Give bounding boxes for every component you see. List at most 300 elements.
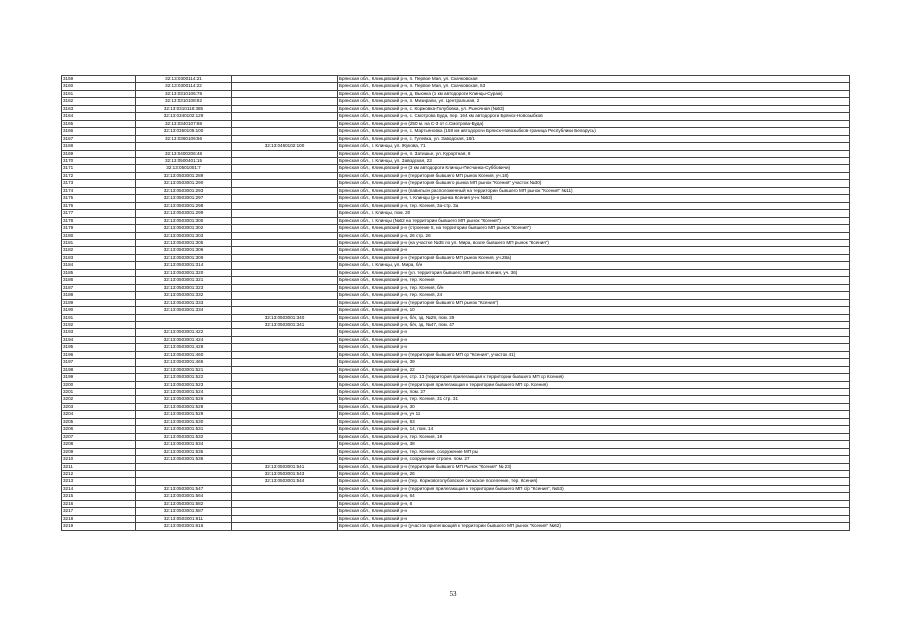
row-number-cell: 3178 xyxy=(62,217,136,224)
table-row xyxy=(62,515,850,522)
table-row xyxy=(62,76,850,83)
building-cadastral-number-cell xyxy=(232,292,338,299)
address-cell: Брянская обл., Клинцовский р-н, 39 xyxy=(338,359,850,366)
building-cadastral-number-cell xyxy=(232,396,338,403)
table-row xyxy=(62,426,850,433)
building-cadastral-number-cell xyxy=(232,403,338,410)
table-row xyxy=(62,277,850,284)
row-number-cell: 3200 xyxy=(62,381,136,388)
address-cell: Брянская обл., Клинцовский р-н, п. Первое Мая, ул. Скачковская xyxy=(338,76,850,83)
row-number-cell: 3168 xyxy=(62,143,136,150)
table-row xyxy=(62,374,850,381)
address-cell: Брянская обл., Клинцовский р-н, тер. Ксения, 24 xyxy=(338,292,850,299)
table-row xyxy=(62,113,850,120)
address-cell: Брянская обл., г. Клинцы, ул. Жукова, 71 xyxy=(338,143,850,150)
row-number-cell: 3179 xyxy=(62,225,136,232)
cadastral-number-cell: 32:13:0503001:521 xyxy=(136,366,232,373)
row-number-cell: 3214 xyxy=(62,485,136,492)
building-cadastral-number-cell xyxy=(232,83,338,90)
table-row xyxy=(62,463,850,470)
row-number-cell: 3215 xyxy=(62,493,136,500)
address-cell: Брянская обл., Клинцовский р-н xyxy=(338,508,850,515)
table-row xyxy=(62,344,850,351)
cadastral-number-cell xyxy=(136,471,232,478)
address-cell: Брянская обл., г. Клинцы, пом. 20 xyxy=(338,210,850,217)
building-cadastral-number-cell xyxy=(232,418,338,425)
table-row xyxy=(62,307,850,314)
cadastral-number-cell: 32:13:0360106:56 xyxy=(136,135,232,142)
address-cell: Брянская обл., Клинцовский р-н xyxy=(338,329,850,336)
cadastral-number-cell: 32:13:0400206:48 xyxy=(136,150,232,157)
cadastral-number-cell: 32:13:0503001:334 xyxy=(136,307,232,314)
address-cell: Брянская обл., Клинцовский р-н, тер. Ксения, 19 xyxy=(338,433,850,440)
cadastral-number-cell: 32:13:0503001:333 xyxy=(136,299,232,306)
building-cadastral-number-cell xyxy=(232,351,338,358)
row-number-cell: 3176 xyxy=(62,202,136,209)
building-cadastral-number-cell xyxy=(232,269,338,276)
address-cell: Брянская обл., Клинцовский р-н, тер. Ксения, сооружение МП ры xyxy=(338,448,850,455)
table-row xyxy=(62,478,850,485)
building-cadastral-number-cell xyxy=(232,485,338,492)
address-cell: Брянская обл., Клинцовский р-н, 10 xyxy=(338,307,850,314)
address-cell: Брянская обл., Клинцовский р-н (павильон расположенный на территории бывшего МП рынок "Ксения" №11) xyxy=(338,187,850,194)
cadastral-number-cell: 32:13:0503001:298 xyxy=(136,202,232,209)
cadastral-number-cell: 32:13:0503001:320 xyxy=(136,269,232,276)
table-row xyxy=(62,403,850,410)
row-number-cell: 3175 xyxy=(62,195,136,202)
cadastral-number-cell: 32:13:0350105:100 xyxy=(136,128,232,135)
building-cadastral-number-cell xyxy=(232,210,338,217)
table-row xyxy=(62,120,850,127)
building-cadastral-number-cell xyxy=(232,105,338,112)
table-row xyxy=(62,165,850,172)
cadastral-number-cell: 32:13:0503001:465 xyxy=(136,359,232,366)
cadastral-number-cell: 32:13:0503001:582 xyxy=(136,500,232,507)
row-number-cell: 3182 xyxy=(62,247,136,254)
table-row xyxy=(62,135,850,142)
cadastral-number-cell: 32:13:0503001:293 xyxy=(136,187,232,194)
address-cell: Брянская обл., Клинцовский р-н, тер. Ксения, 31 стр. 31 xyxy=(338,396,850,403)
row-number-cell: 3169 xyxy=(62,150,136,157)
cadastral-number-cell: 32:13:0503001:303 xyxy=(136,232,232,239)
table-row xyxy=(62,210,850,217)
row-number-cell: 3186 xyxy=(62,277,136,284)
row-number-cell: 3203 xyxy=(62,403,136,410)
building-cadastral-number-cell xyxy=(232,98,338,105)
address-cell: Брянская обл., Клинцовский р-н (строение 5, на территории бывшего МП рынок "Ксения") xyxy=(338,225,850,232)
row-number-cell: 3193 xyxy=(62,329,136,336)
row-number-cell: 3177 xyxy=(62,210,136,217)
cadastral-number-cell: 32:13:0503001:300 xyxy=(136,217,232,224)
row-number-cell: 3195 xyxy=(62,344,136,351)
table-row xyxy=(62,508,850,515)
building-cadastral-number-cell xyxy=(232,172,338,179)
cadastral-number-cell: 32:13:0501001:7 xyxy=(136,165,232,172)
table-row xyxy=(62,351,850,358)
building-cadastral-number-cell xyxy=(232,374,338,381)
cadastral-number-cell: 32:13:0503001:564 xyxy=(136,493,232,500)
building-cadastral-number-cell xyxy=(232,381,338,388)
table-row xyxy=(62,448,850,455)
address-cell: Брянская обл., Клинцовский р-н (ул. территория бывшего МП рынок Ксения, уч. 36) xyxy=(338,269,850,276)
building-cadastral-number-cell: 32:13:0503001:341 xyxy=(232,321,338,328)
building-cadastral-number-cell xyxy=(232,493,338,500)
table-row xyxy=(62,418,850,425)
cadastral-number-cell: 32:13:0503001:332 xyxy=(136,292,232,299)
cadastral-number-cell: 32:13:0503001:530 xyxy=(136,418,232,425)
building-cadastral-number-cell xyxy=(232,344,338,351)
row-number-cell: 3181 xyxy=(62,239,136,246)
table-row xyxy=(62,284,850,291)
row-number-cell: 3216 xyxy=(62,500,136,507)
page-number: 53 xyxy=(449,590,457,598)
table-row xyxy=(62,157,850,164)
cadastral-number-cell xyxy=(136,478,232,485)
building-cadastral-number-cell xyxy=(232,150,338,157)
row-number-cell: 3198 xyxy=(62,366,136,373)
address-cell: Брянская обл., Клинцовский р-н (территория бывшего МП рынок Ксения, уч.18) xyxy=(338,172,850,179)
table-row xyxy=(62,366,850,373)
address-cell: Брянская обл., Клинцовский р-н, 22 xyxy=(338,366,850,373)
building-cadastral-number-cell xyxy=(232,202,338,209)
cadastral-number-cell: 32:13:0340107:88 xyxy=(136,120,232,127)
row-number-cell: 3211 xyxy=(62,463,136,470)
cadastral-number-cell: 32:13:0503001:616 xyxy=(136,523,232,530)
table-row xyxy=(62,329,850,336)
address-cell: Брянская обл., Клинцовский р-н (территория бывшего рынка МП рынок "Ксения" участок №30) xyxy=(338,180,850,187)
cadastral-number-cell: 32:13:0503001:529 xyxy=(136,411,232,418)
table-row xyxy=(62,239,850,246)
address-cell: Брянская обл., г. Клинцы (№62 на территории бывшего МП рынок "Ксения") xyxy=(338,217,850,224)
address-cell: Брянская обл., Клинцовский р-н, 26 стр. 26 xyxy=(338,232,850,239)
table-row xyxy=(62,500,850,507)
table-row xyxy=(62,128,850,135)
address-cell: Брянская обл., Клинцовский р-н, б/н, зд. №47, пом. 47 xyxy=(338,321,850,328)
row-number-cell: 3213 xyxy=(62,478,136,485)
row-number-cell: 3196 xyxy=(62,351,136,358)
address-cell: Брянская обл., Клинцовский р-н (тер. Коржовоголубовское сельское поселение, тер. Ксения) xyxy=(338,478,850,485)
row-number-cell: 3197 xyxy=(62,359,136,366)
row-number-cell: 3212 xyxy=(62,471,136,478)
table-row xyxy=(62,180,850,187)
address-cell: Брянская обл., Клинцовский р-н, п. Первое Мая, ул. Скачковская, 53 xyxy=(338,83,850,90)
building-cadastral-number-cell xyxy=(232,366,338,373)
address-cell: Брянская обл., Клинцовский р-н, п. Мизирапи, ул. Центральная, 2 xyxy=(338,98,850,105)
building-cadastral-number-cell xyxy=(232,225,338,232)
building-cadastral-number-cell xyxy=(232,515,338,522)
row-number-cell: 3167 xyxy=(62,135,136,142)
row-number-cell: 3166 xyxy=(62,128,136,135)
table-row xyxy=(62,396,850,403)
cadastral-number-cell: 32:13:0503001:547 xyxy=(136,485,232,492)
table-row xyxy=(62,150,850,157)
table-row xyxy=(62,195,850,202)
row-number-cell: 3165 xyxy=(62,120,136,127)
cadastral-number-cell: 32:13:0503001:289 xyxy=(136,172,232,179)
address-cell: Брянская обл., г. Клинцы, ул. Мира, б/н xyxy=(338,262,850,269)
row-number-cell: 3184 xyxy=(62,262,136,269)
table-row xyxy=(62,321,850,328)
building-cadastral-number-cell xyxy=(232,277,338,284)
cadastral-number-cell: 32:13:0503001:321 xyxy=(136,277,232,284)
building-cadastral-number-cell: 32:13:0503001:543 xyxy=(232,471,338,478)
row-number-cell: 3191 xyxy=(62,314,136,321)
address-cell: Брянская обл., Клинцовский р-н (3 км автодороги Клинцы-Песчанка-Суббовичи) xyxy=(338,165,850,172)
table-row xyxy=(62,90,850,97)
row-number-cell: 3161 xyxy=(62,90,136,97)
table-row xyxy=(62,98,850,105)
address-cell: Брянская обл., Клинцовский р-н (территория прилегающая к территории бывшего МП ср. Ксения) xyxy=(338,381,850,388)
building-cadastral-number-cell xyxy=(232,128,338,135)
cadastral-number-cell: 32:13:0310108:82 xyxy=(136,98,232,105)
table-row xyxy=(62,471,850,478)
address-cell: Брянская обл., Клинцовский р-н, 63 xyxy=(338,418,850,425)
address-cell: Брянская обл., Клинцовский р-н xyxy=(338,247,850,254)
building-cadastral-number-cell xyxy=(232,113,338,120)
address-cell: Брянская обл., Клинцовский р-н (участок прилегающий к территории бывшего МП рынок "Ксения" №62) xyxy=(338,523,850,530)
cadastral-number-cell: 32:13:0503001:522 xyxy=(136,374,232,381)
cadastral-number-cell xyxy=(136,314,232,321)
building-cadastral-number-cell xyxy=(232,389,338,396)
building-cadastral-number-cell xyxy=(232,187,338,194)
cadastral-number-cell: 32:13:0503001:306 xyxy=(136,247,232,254)
row-number-cell: 3210 xyxy=(62,456,136,463)
table-row xyxy=(62,187,850,194)
table-row xyxy=(62,485,850,492)
building-cadastral-number-cell: 32:13:0503001:340 xyxy=(232,314,338,321)
address-cell: Брянская обл., Клинцовский р-н, сооружение строен. пом. 27 xyxy=(338,456,850,463)
row-number-cell: 3173 xyxy=(62,180,136,187)
row-number-cell: 3199 xyxy=(62,374,136,381)
row-number-cell: 3188 xyxy=(62,292,136,299)
cadastral-number-cell xyxy=(136,143,232,150)
building-cadastral-number-cell xyxy=(232,329,338,336)
building-cadastral-number-cell xyxy=(232,307,338,314)
row-number-cell: 3219 xyxy=(62,523,136,530)
address-cell: Брянская обл., Клинцовский р-н, 6 xyxy=(338,500,850,507)
cadastral-number-cell: 32:13:0503001:611 xyxy=(136,515,232,522)
row-number-cell: 3183 xyxy=(62,254,136,261)
row-number-cell: 3159 xyxy=(62,76,136,83)
building-cadastral-number-cell xyxy=(232,262,338,269)
address-cell: Брянская обл., Клинцовский р-н, д. Вьюнка (1 км автодороги Клинцы-Сураж) xyxy=(338,90,850,97)
building-cadastral-number-cell xyxy=(232,165,338,172)
cadastral-number-cell: 32:13:0503001:422 xyxy=(136,329,232,336)
address-cell: Брянская обл., Клинцовский р-н xyxy=(338,344,850,351)
address-cell: Брянская обл., Клинцовский р-н, тер. Ксения xyxy=(338,277,850,284)
address-cell: Брянская обл., Клинцовский р-н, с. Смотрова Буда, пер. 164 км автодороги Брянск-Новозыбков xyxy=(338,113,850,120)
table-row xyxy=(62,336,850,343)
cadastral-number-cell xyxy=(136,463,232,470)
building-cadastral-number-cell xyxy=(232,336,338,343)
table-row xyxy=(62,381,850,388)
building-cadastral-number-cell xyxy=(232,411,338,418)
address-cell: Брянская обл., Клинцовский р-н, уч 11 xyxy=(338,411,850,418)
table-row xyxy=(62,143,850,150)
building-cadastral-number-cell xyxy=(232,448,338,455)
cadastral-number-cell: 32:13:0503001:532 xyxy=(136,433,232,440)
address-cell: Брянская обл., Клинцовский р-н, с. Коржовка-Голубовка, ул. Рыночная (№53) xyxy=(338,105,850,112)
row-number-cell: 3218 xyxy=(62,515,136,522)
cadastral-number-cell: 32:13:0310106:78 xyxy=(136,90,232,97)
row-number-cell: 3164 xyxy=(62,113,136,120)
table-row xyxy=(62,299,850,306)
row-number-cell: 3163 xyxy=(62,105,136,112)
building-cadastral-number-cell xyxy=(232,180,338,187)
table-row xyxy=(62,172,850,179)
row-number-cell: 3206 xyxy=(62,426,136,433)
cadastral-number-cell: 32:13:0503001:460 xyxy=(136,351,232,358)
address-cell: Брянская обл., Клинцовский р-н (территория бывшего МП рынок Ксения, уч.28а) xyxy=(338,254,850,261)
address-cell: Брянская обл., Клинцовский р-н, пом. 27 xyxy=(338,389,850,396)
row-number-cell: 3174 xyxy=(62,187,136,194)
table-row xyxy=(62,292,850,299)
cadastral-number-cell: 32:13:0340102:129 xyxy=(136,113,232,120)
cadastral-number-cell: 32:13:0503001:323 xyxy=(136,284,232,291)
row-number-cell: 3202 xyxy=(62,396,136,403)
table-row xyxy=(62,247,850,254)
address-cell: Брянская обл., Клинцовский р-н (территория бывшего МП рынок "Ксения") xyxy=(338,299,850,306)
address-cell: Брянская обл., Клинцовский р-н (на участке №35 по ул. Мира, возле бывшего МП рынок "Ксения") xyxy=(338,239,850,246)
row-number-cell: 3171 xyxy=(62,165,136,172)
address-cell: Брянская обл., Клинцовский р-н, 26 xyxy=(338,471,850,478)
cadastral-number-cell: 32:13:0503001:309 xyxy=(136,254,232,261)
table-row xyxy=(62,269,850,276)
table-row xyxy=(62,359,850,366)
address-cell: Брянская обл., Клинцовский р-н (территория бывшего МП Рынок "Ксения" № 23) xyxy=(338,463,850,470)
address-cell: Брянская обл., Клинцовский р-н, б/н, зд. №29, пом. 29 xyxy=(338,314,850,321)
cadastral-number-cell: 32:13:0503001:314 xyxy=(136,262,232,269)
building-cadastral-number-cell xyxy=(232,232,338,239)
building-cadastral-number-cell xyxy=(232,120,338,127)
row-number-cell: 3170 xyxy=(62,157,136,164)
address-cell: Брянская обл., Клинцовский р-н (территория прилегающая к территории бывшего МП с/р "Ксения", №53) xyxy=(338,485,850,492)
building-cadastral-number-cell xyxy=(232,523,338,530)
address-cell: Брянская обл., Клинцовский р-н, с. Гулевка, ул. Заводская, 18/1 xyxy=(338,135,850,142)
cadastral-number-cell: 32:13:0310118:385 xyxy=(136,105,232,112)
row-number-cell: 3187 xyxy=(62,284,136,291)
address-cell: Брянская обл., Клинцовский р-н, 14, пом. 14 xyxy=(338,426,850,433)
building-cadastral-number-cell xyxy=(232,359,338,366)
table-row xyxy=(62,523,850,530)
address-cell: Брянская обл., Клинцовский р-н, с. Мартьяновка (158 км автодороги Брянск-Новозыбков-граница Республики Беларусь) xyxy=(338,128,850,135)
building-cadastral-number-cell xyxy=(232,254,338,261)
cadastral-number-cell: 32:13:0503001:428 xyxy=(136,344,232,351)
row-number-cell: 3185 xyxy=(62,269,136,276)
cadastral-number-cell: 32:13:0503001:523 xyxy=(136,381,232,388)
building-cadastral-number-cell xyxy=(232,500,338,507)
address-cell: Брянская обл., Клинцовский р-н, г. Клинцы (р-н рынка Ксения уч-к №63) xyxy=(338,195,850,202)
building-cadastral-number-cell xyxy=(232,90,338,97)
building-cadastral-number-cell xyxy=(232,239,338,246)
table-row xyxy=(62,254,850,261)
building-cadastral-number-cell xyxy=(232,157,338,164)
table-row xyxy=(62,225,850,232)
table-row xyxy=(62,314,850,321)
cadastral-number-cell: 32:13:0503001:305 xyxy=(136,239,232,246)
address-cell: Брянская обл., Клинцовский р-н, стр. 13 (территория прилегающая к территории бывшего МП ср Ксения) xyxy=(338,374,850,381)
cadastral-number-cell: 32:13:0503001:297 xyxy=(136,195,232,202)
table-row xyxy=(62,411,850,418)
row-number-cell: 3201 xyxy=(62,389,136,396)
row-number-cell: 3172 xyxy=(62,172,136,179)
cadastral-number-cell: 32:13:0503001:534 xyxy=(136,441,232,448)
cadastral-number-cell: 32:13:0503001:424 xyxy=(136,336,232,343)
building-cadastral-number-cell xyxy=(232,247,338,254)
table-row xyxy=(62,433,850,440)
building-cadastral-number-cell: 32:13:0503001:541 xyxy=(232,463,338,470)
table-row xyxy=(62,105,850,112)
row-number-cell: 3204 xyxy=(62,411,136,418)
row-number-cell: 3209 xyxy=(62,448,136,455)
building-cadastral-number-cell xyxy=(232,284,338,291)
cadastral-number-cell: 32:13:0503001:302 xyxy=(136,225,232,232)
building-cadastral-number-cell xyxy=(232,299,338,306)
building-cadastral-number-cell xyxy=(232,217,338,224)
address-cell: Брянская обл., Клинцовский р-н, тер. Ксения, б/н xyxy=(338,284,850,291)
row-number-cell: 3160 xyxy=(62,83,136,90)
building-cadastral-number-cell xyxy=(232,441,338,448)
table-row xyxy=(62,202,850,209)
table-row xyxy=(62,493,850,500)
property-register-table xyxy=(61,75,850,531)
address-cell: Брянская обл., Клинцовский р-н xyxy=(338,515,850,522)
table-row xyxy=(62,83,850,90)
cadastral-number-cell: 32:13:0300114:22 xyxy=(136,83,232,90)
address-cell: Брянская обл., Клинцовский р-н, тер. Ксения, 3а-стр. 3а xyxy=(338,202,850,209)
building-cadastral-number-cell xyxy=(232,135,338,142)
building-cadastral-number-cell xyxy=(232,433,338,440)
cadastral-number-cell: 32:13:0503001:531 xyxy=(136,426,232,433)
table-row xyxy=(62,232,850,239)
cadastral-number-cell: 32:13:0500401:15 xyxy=(136,157,232,164)
row-number-cell: 3189 xyxy=(62,299,136,306)
cadastral-number-cell: 32:13:0503001:526 xyxy=(136,396,232,403)
address-cell: Брянская обл., Клинцовский р-н, п. Затишье, ул. Курортная, 8 xyxy=(338,150,850,157)
table-row xyxy=(62,456,850,463)
row-number-cell: 3192 xyxy=(62,321,136,328)
building-cadastral-number-cell xyxy=(232,426,338,433)
row-number-cell: 3207 xyxy=(62,433,136,440)
cadastral-number-cell: 32:13:0503001:290 xyxy=(136,180,232,187)
table-row xyxy=(62,262,850,269)
cadastral-number-cell: 32:13:0503001:536 xyxy=(136,456,232,463)
table-row xyxy=(62,217,850,224)
address-cell: Брянская обл., Клинцовский р-н, 64 xyxy=(338,493,850,500)
address-cell: Брянская обл., г. Клинцы, ул. Заводская, 23 xyxy=(338,157,850,164)
building-cadastral-number-cell xyxy=(232,456,338,463)
address-cell: Брянская обл., Клинцовский р-н, 30 xyxy=(338,403,850,410)
row-number-cell: 3162 xyxy=(62,98,136,105)
row-number-cell: 3180 xyxy=(62,232,136,239)
row-number-cell: 3194 xyxy=(62,336,136,343)
cadastral-number-cell: 32:13:0503001:528 xyxy=(136,403,232,410)
cadastral-number-cell: 32:13:0503001:524 xyxy=(136,389,232,396)
row-number-cell: 3190 xyxy=(62,307,136,314)
row-number-cell: 3205 xyxy=(62,418,136,425)
cadastral-number-cell: 32:13:0503001:535 xyxy=(136,448,232,455)
building-cadastral-number-cell: 32:13:0503001:544 xyxy=(232,478,338,485)
table-row xyxy=(62,441,850,448)
building-cadastral-number-cell xyxy=(232,195,338,202)
building-cadastral-number-cell xyxy=(232,508,338,515)
building-cadastral-number-cell xyxy=(232,76,338,83)
cadastral-number-cell xyxy=(136,321,232,328)
table-body xyxy=(62,76,850,531)
cadastral-number-cell: 32:13:0503001:587 xyxy=(136,508,232,515)
address-cell: Брянская обл., Клинцовский р-н xyxy=(338,336,850,343)
address-cell: Брянская обл., Клинцовский р-н (250 м. на С-3 от с.Смотрова-Буда) xyxy=(338,120,850,127)
